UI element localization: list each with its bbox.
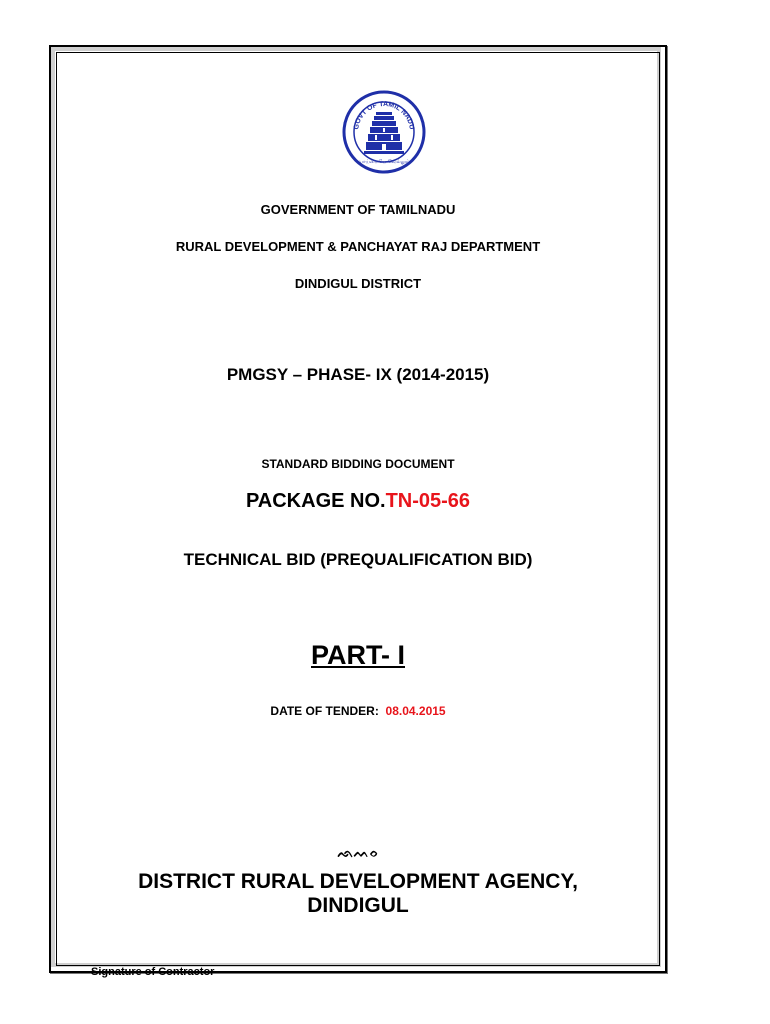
emblem-motto: வாய்மையே வெல்லும்: [358, 159, 410, 165]
agency-line-1: DISTRICT RURAL DEVELOPMENT AGENCY,: [138, 870, 578, 893]
department-title: RURAL DEVELOPMENT & PANCHAYAT RAJ DEPARTMENT: [175, 239, 541, 254]
district-title: DINDIGUL DISTRICT: [294, 276, 422, 291]
package-label: PACKAGE NO.: [245, 490, 386, 512]
ornament-divider: ᨒᨓᨔ: [337, 845, 379, 860]
part-title: PART- I: [311, 640, 405, 670]
document-type: STANDARD BIDDING DOCUMENT: [261, 457, 455, 471]
agency-line-2: DINDIGUL: [307, 894, 409, 917]
signature-label: Signature of Contractor: [91, 966, 215, 978]
tender-date: [56, 704, 660, 718]
tamilnadu-govt-emblem-icon: [342, 90, 426, 174]
package-number: [56, 490, 660, 513]
tender-date-value: 08.04.2015: [385, 704, 446, 718]
package-id: TN-05-66: [385, 490, 471, 512]
svg-text:GOVT OF TAMIL NADU: GOVT OF TAMIL NADU: [353, 100, 415, 131]
agency-name: [56, 870, 660, 918]
scheme-title: PMGSY – PHASE- IX (2014-2015): [226, 365, 490, 384]
govt-title: GOVERNMENT OF TAMILNADU: [260, 202, 456, 217]
tender-date-label: DATE OF TENDER:: [270, 704, 379, 718]
bid-type: TECHNICAL BID (PREQUALIFICATION BID): [183, 550, 533, 569]
